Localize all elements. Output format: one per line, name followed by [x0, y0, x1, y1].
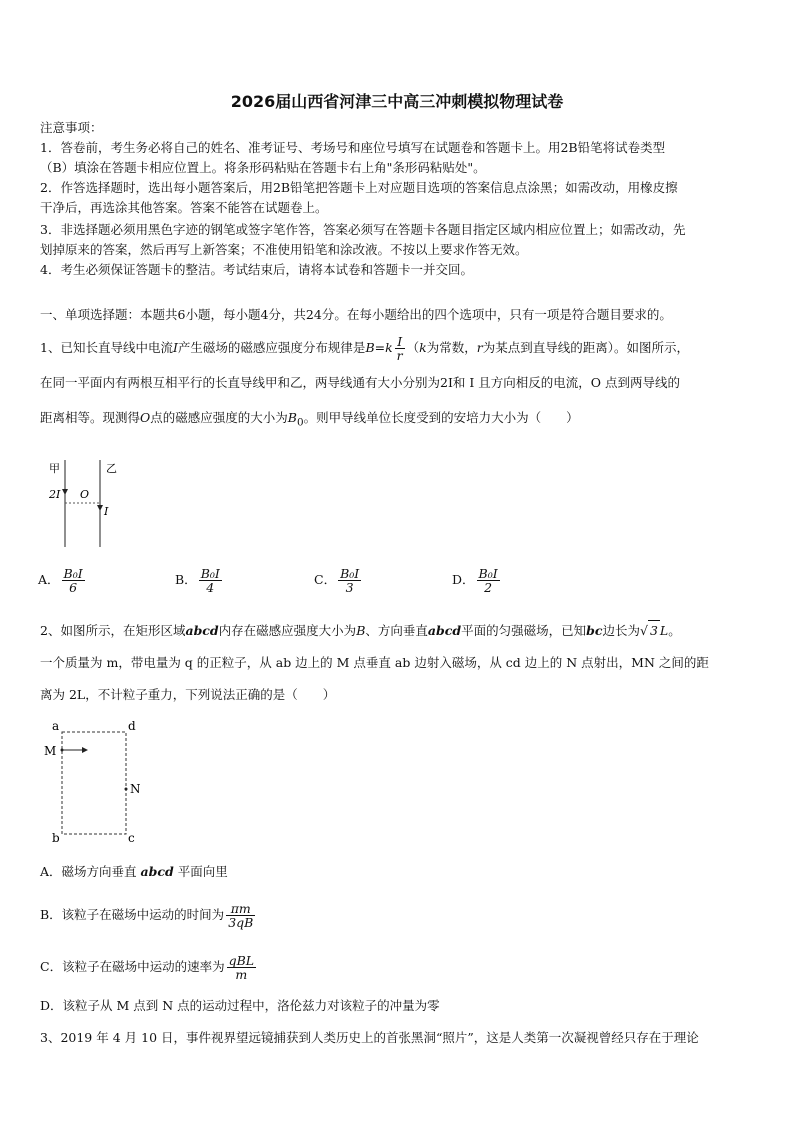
q1-figure — [40, 455, 140, 555]
fraction: $\frac{\text{B₀I}}{4}$ — [200, 566, 220, 595]
q1-option: A． $\frac{\text{B₀I}}{6}$ — [38, 566, 83, 595]
label-yi: 乙 — [106, 462, 117, 475]
label-O: O — [80, 488, 90, 501]
fraction: $\frac{\text{qBL}}{m}$ — [228, 953, 255, 982]
q2-option-d: D．该粒子从 M 点到 N 点的运动过程中，洛伦兹力对该粒子的冲量为零 — [40, 998, 440, 1013]
q2-option-c: C．该粒子在磁场中运动的速率为 $\frac{\text{qBL}}{m}$ — [40, 953, 255, 982]
q2-option-b: B．该粒子在磁场中运动的时间为 $\frac{\pi m}{3qB}$ — [40, 901, 254, 930]
q2-line-3: 离为 2L，不计粒子重力，下列说法正确的是（ ） — [40, 687, 336, 702]
q1-option: D． $\frac{\text{B₀I}}{2}$ — [452, 566, 498, 595]
fraction-I-over-r: $\frac{I}{r}$ — [396, 334, 403, 363]
q1-option: C． $\frac{\text{B₀I}}{3}$ — [314, 566, 360, 595]
rect-abcd — [62, 732, 126, 834]
label-M: M — [44, 744, 57, 758]
arrow-down-icon — [97, 505, 103, 511]
q2-line-1: 2、如图所示，在矩形区域abcd内存在磁感应强度大小为B、方向垂直abcd平面的匀强磁场，已知bc边长为√ 3 L。 — [40, 620, 756, 641]
q1-option: B． $\frac{\text{B₀I}}{4}$ — [175, 566, 220, 595]
notice-line: 干净后，再选涂其他答案。答案不能答在试题卷上。 — [40, 200, 328, 215]
notice-line: 2．作答选择题时，选出每小题答案后，用2B铅笔把答题卡上对应题目选项的答案信息点涂黑；如需改动，用橡皮擦 — [40, 180, 678, 195]
label-c: c — [128, 831, 135, 843]
label-I: I — [104, 505, 109, 518]
q2-line-2: 一个质量为 m，带电量为 q 的正粒子，从 ab 边上的 M 点垂直 ab 边射入磁场，从 cd 边上的 N 点射出，MN 之间的距 — [40, 655, 709, 670]
fraction: $\frac{\text{B₀I}}{6}$ — [63, 566, 83, 595]
label-2I: 2I — [49, 488, 61, 501]
fraction: $\frac{\text{B₀I}}{3}$ — [340, 566, 360, 595]
q2-figure — [40, 718, 150, 843]
fraction: $\frac{\text{B₀I}}{2}$ — [478, 566, 498, 595]
q3-line-1: 3、2019 年 4 月 10 日，事件视界望远镜捕获到人类历史上的首张黑洞“照片”，这是人类第一次凝视曾经只存在于理论 — [40, 1030, 699, 1045]
label-b: b — [52, 831, 60, 843]
arrow-right-icon — [82, 747, 88, 753]
section-heading: 一、单项选择题：本题共6小题，每小题4分，共24分。在每小题给出的四个选项中，只有一项是符合题目要求的。 — [40, 307, 672, 322]
label-d: d — [128, 719, 136, 733]
notice-heading: 注意事项： — [40, 120, 103, 135]
notice-line: 1．答卷前，考生务必将自己的姓名、准考证号、考场号和座位号填写在试题卷和答题卡上。用2B铅笔将试卷类型 — [40, 140, 666, 155]
point-M — [61, 749, 64, 752]
point-N — [125, 788, 128, 791]
label-a: a — [52, 719, 60, 733]
label-N: N — [130, 782, 141, 796]
notice-line: 4．考生必须保证答题卡的整洁。考试结束后，请将本试卷和答题卡一并交回。 — [40, 262, 473, 277]
q1-line-1: 1、已知长直导线中电流I产生磁场的磁感应强度分布规律是B=k $\frac{I}{r}$ （k为常数，r为某点到直导线的距离）。如图所示， — [40, 334, 690, 363]
notice-line: 划掉原来的答案，然后再写上新答案；不准使用铅笔和涂改液。不按以上要求作答无效。 — [40, 242, 528, 257]
exam-title: 2026届山西省河津三中高三冲刺模拟物理试卷 — [230, 92, 564, 111]
q1-line-3: 距离相等。现测得O点的磁感应强度的大小为$B_0$。则甲导线单位长度受到的安培力大小为（ ） — [40, 410, 579, 429]
arrow-up-icon — [62, 489, 68, 495]
fraction: $\frac{\pi m}{3qB}$ — [228, 901, 254, 930]
q1-line-2: 在同一平面内有两根互相平行的长直导线甲和乙，两导线通有大小分别为2I和 I 且方向相反的电流，O 点到两导线的 — [40, 375, 680, 390]
notice-line: 3．非选择题必须用黑色字迹的钢笔或签字笔作答，答案必须写在答题卡各题目指定区域内相应位置上；如需改动，先 — [40, 222, 686, 237]
q2-option-a: A．磁场方向垂直 abcd 平面向里 — [40, 864, 228, 879]
label-jia: 甲 — [49, 462, 60, 475]
notice-line: （B）填涂在答题卡相应位置上。将条形码粘贴在答题卡右上角"条形码粘贴处"。 — [40, 160, 486, 175]
